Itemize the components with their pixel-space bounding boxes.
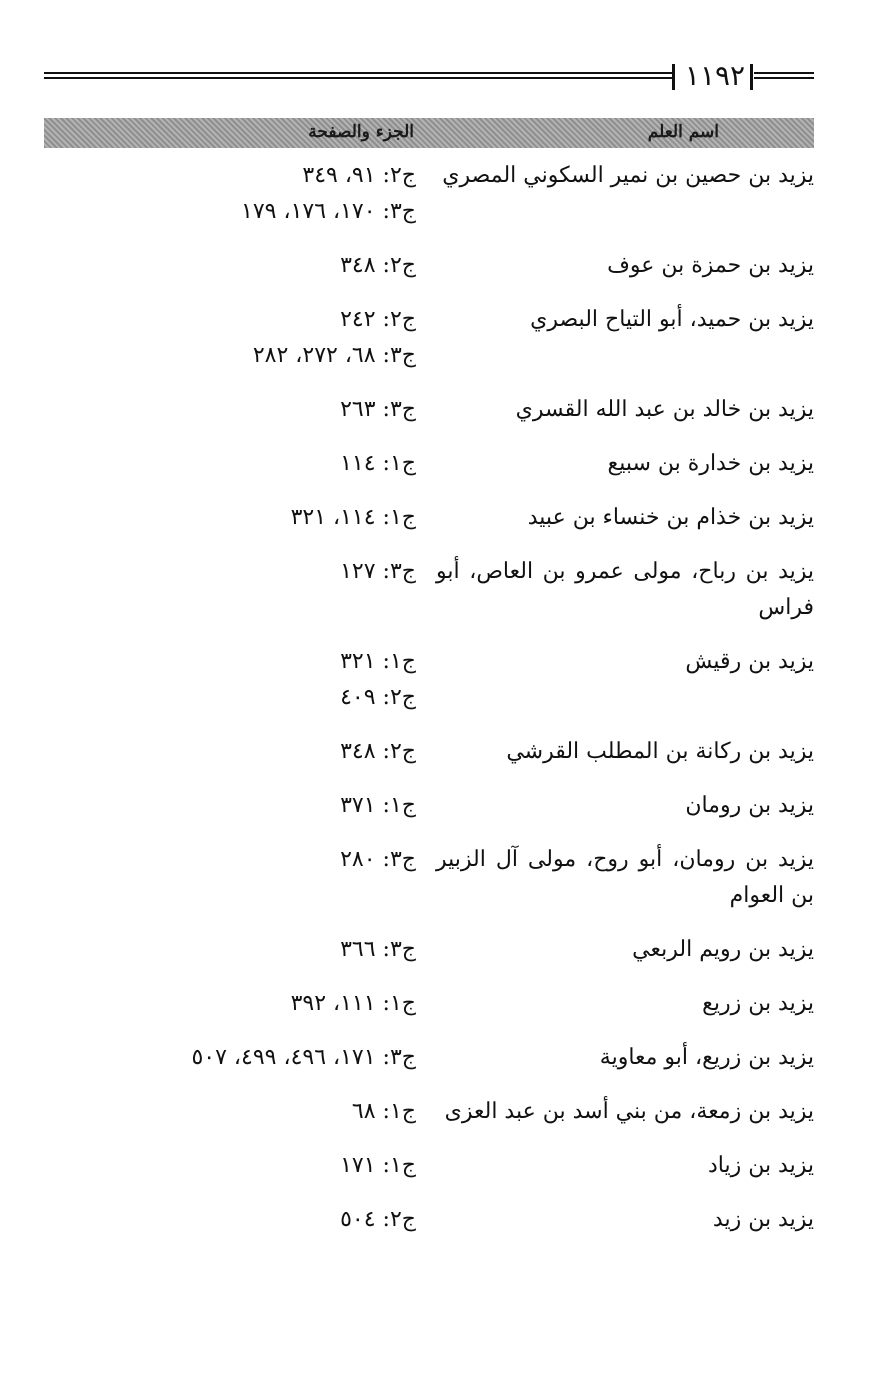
page-header: [44, 59, 814, 94]
entry-references: [44, 302, 436, 374]
header-rule-divider: [672, 64, 675, 90]
volume-page-reference: ج٢: ٩١، ٣٤٩: [302, 163, 416, 188]
index-entry: [44, 1040, 814, 1076]
index-entries: [44, 158, 814, 1256]
volume-page-reference: ج١: ١٧١: [340, 1153, 416, 1178]
entry-name: يزيد بن رويم الربعي: [632, 937, 814, 962]
column-header-bar: [44, 118, 814, 148]
index-entry: [44, 1094, 814, 1130]
index-entry: [44, 446, 814, 482]
volume-page-reference: ج١: ٣٢١: [340, 649, 416, 674]
entry-references: [44, 842, 436, 878]
volume-page-reference: ج٣: ١٧١، ٤٩٦، ٤٩٩، ٥٠٧: [191, 1045, 416, 1070]
volume-page-reference: ج١: ١١١، ٣٩٢: [290, 991, 416, 1016]
entry-references: [44, 1040, 436, 1076]
entry-name: يزيد بن خالد بن عبد الله القسري: [515, 397, 814, 422]
index-entry: [44, 734, 814, 770]
volume-page-reference: ج٣: ١٧٠، ١٧٦، ١٧٩: [241, 199, 416, 224]
index-entry: [44, 1148, 814, 1184]
entry-references: [44, 500, 436, 536]
page-number: ١١٩٢: [684, 59, 746, 92]
entry-references: [44, 1094, 436, 1130]
index-entry: [44, 986, 814, 1022]
entry-references: [44, 986, 436, 1022]
entry-references: [44, 1202, 436, 1238]
header-rule-divider: [750, 64, 753, 90]
entry-name: يزيد بن رومان، أبو روح، مولى آل الزبير بن العوام: [436, 847, 814, 908]
entry-references: [44, 734, 436, 770]
volume-page-reference: ج١: ١١٤: [340, 451, 416, 476]
entry-references: [44, 158, 436, 230]
entry-references: [44, 554, 436, 590]
entry-name: يزيد بن خدارة بن سبيع: [607, 451, 814, 476]
header-rule-left: [44, 72, 672, 79]
column-header-name: اسم العلم: [647, 122, 719, 142]
entry-references: [44, 392, 436, 428]
volume-page-reference: ج٢: ٢٤٢: [340, 307, 416, 332]
entry-references: [44, 1148, 436, 1184]
index-entry: [44, 248, 814, 284]
index-entry: [44, 932, 814, 968]
volume-page-reference: ج٢: ٣٤٨: [340, 739, 416, 764]
volume-page-reference: ج٣: ١٢٧: [340, 559, 416, 584]
entry-name: يزيد بن رومان: [685, 793, 814, 818]
entry-references: [44, 446, 436, 482]
entry-name: يزيد بن زريع، أبو معاوية: [599, 1045, 814, 1070]
entry-references: [44, 644, 436, 716]
entry-name: يزيد بن حصين بن نمير السكوني المصري: [442, 163, 814, 188]
entry-name: يزيد بن زريع: [702, 991, 814, 1016]
entry-name: يزيد بن زمعة، من بني أسد بن عبد العزى: [444, 1099, 814, 1124]
index-entry: [44, 554, 814, 626]
volume-page-reference: ج١: ٣٧١: [340, 793, 416, 818]
volume-page-reference: ج١: ٦٨: [351, 1099, 416, 1124]
index-entry: [44, 1202, 814, 1238]
entry-references: [44, 932, 436, 968]
volume-page-reference: ج٢: ٥٠٤: [340, 1207, 416, 1232]
index-entry: [44, 302, 814, 374]
index-entry: [44, 644, 814, 716]
index-entry: [44, 500, 814, 536]
volume-page-reference: ج٢: ٤٠٩: [340, 685, 416, 710]
entry-name: يزيد بن خذام بن خنساء بن عبيد: [527, 505, 814, 530]
entry-name: يزيد بن ركانة بن المطلب القرشي: [506, 739, 814, 764]
entry-name: يزيد بن حميد، أبو التياح البصري: [530, 307, 814, 332]
volume-page-reference: ج٣: ٣٦٦: [340, 937, 416, 962]
volume-page-reference: ج٣: ٢٦٣: [340, 397, 416, 422]
header-rule-right: [754, 72, 814, 79]
volume-page-reference: ج٣: ٢٨٠: [340, 847, 416, 872]
entry-name: يزيد بن حمزة بن عوف: [607, 253, 814, 278]
entry-references: [44, 248, 436, 284]
entry-references: [44, 788, 436, 824]
entry-name: يزيد بن رقيش: [685, 649, 814, 674]
index-entry: [44, 158, 814, 230]
index-entry: [44, 392, 814, 428]
index-entry: [44, 788, 814, 824]
entry-name: يزيد بن رباح، مولى عمرو بن العاص، أبو فراس: [436, 559, 814, 620]
entry-name: يزيد بن زياد: [707, 1153, 814, 1178]
index-entry: [44, 842, 814, 914]
volume-page-reference: ج٢: ٣٤٨: [340, 253, 416, 278]
column-header-pages: الجزء والصفحة: [308, 122, 414, 142]
volume-page-reference: ج٣: ٦٨، ٢٧٢، ٢٨٢: [252, 343, 416, 368]
volume-page-reference: ج١: ١١٤، ٣٢١: [290, 505, 416, 530]
entry-name: يزيد بن زيد: [712, 1207, 814, 1232]
